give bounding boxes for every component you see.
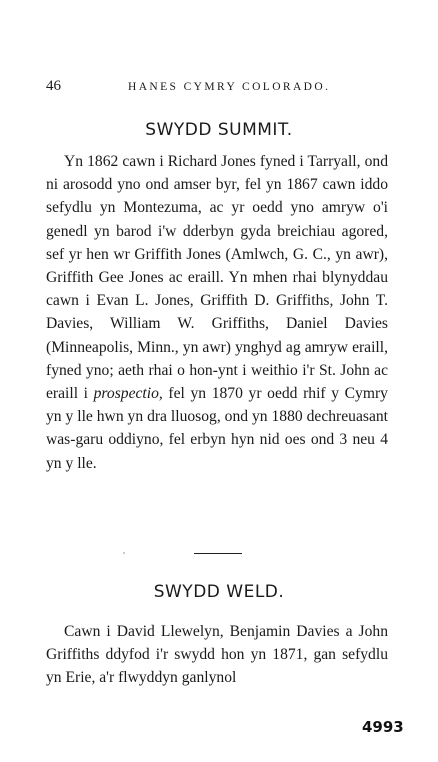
page-speck [123,552,125,554]
page-number: 46 [46,78,61,94]
paragraph-summit-italic: prospectio, [93,385,163,403]
section-heading-summit: SWYDD SUMMIT. [145,120,293,140]
paragraph-summit [46,150,388,475]
section-heading-weld: SWYDD WELD. [153,582,285,602]
running-title: HANES CYMRY COLORADO. [128,81,331,93]
section-divider [194,553,242,554]
paragraph-summit-text: Yn 1862 cawn i Richard Jones fyned i Tarryall, ond ni arosodd yno ond amser byr, fel yn 1867 cawn iddo sefydlu yn Montezuma, ac yr oedd yno amryw o'i genedl yn barod i'w dderbyn gyda breichiau agored, sef yr hen wr Griffith Jones (Amlwch, G. C., yn awr), Griffith Gee Jones ac eraill. Yn mhen rhai blynyddau cawn i Evan L. Jones, Griffith D. Griffiths, John T. Davies, William W. Griffiths, Daniel Davies (Minneapolis, Minn., yn awr) ynghyd ag amryw eraill, fyned yno; aeth rhai o hon-ynt i weithio i'r St. John ac eraill i [46,153,388,403]
running-header [46,78,426,98]
stamp-number: 4993 [362,718,404,736]
paragraph-summit-text-end: fel yn 1870 yr oedd rhif y Cymry yn y lle hwn yn dra lluosog, ond yn 1880 dechreuasant was-garu oddiyno, fel erbyn hyn nid oes ond 3 neu 4 yn y lle. [46,385,388,472]
paragraph-weld: Cawn i David Llewelyn, Benjamin Davies a John Griffiths ddyfod i'r swydd hon yn 1871, gan sefydlu yn Erie, a'r flwyddyn ganlynol [46,623,388,687]
